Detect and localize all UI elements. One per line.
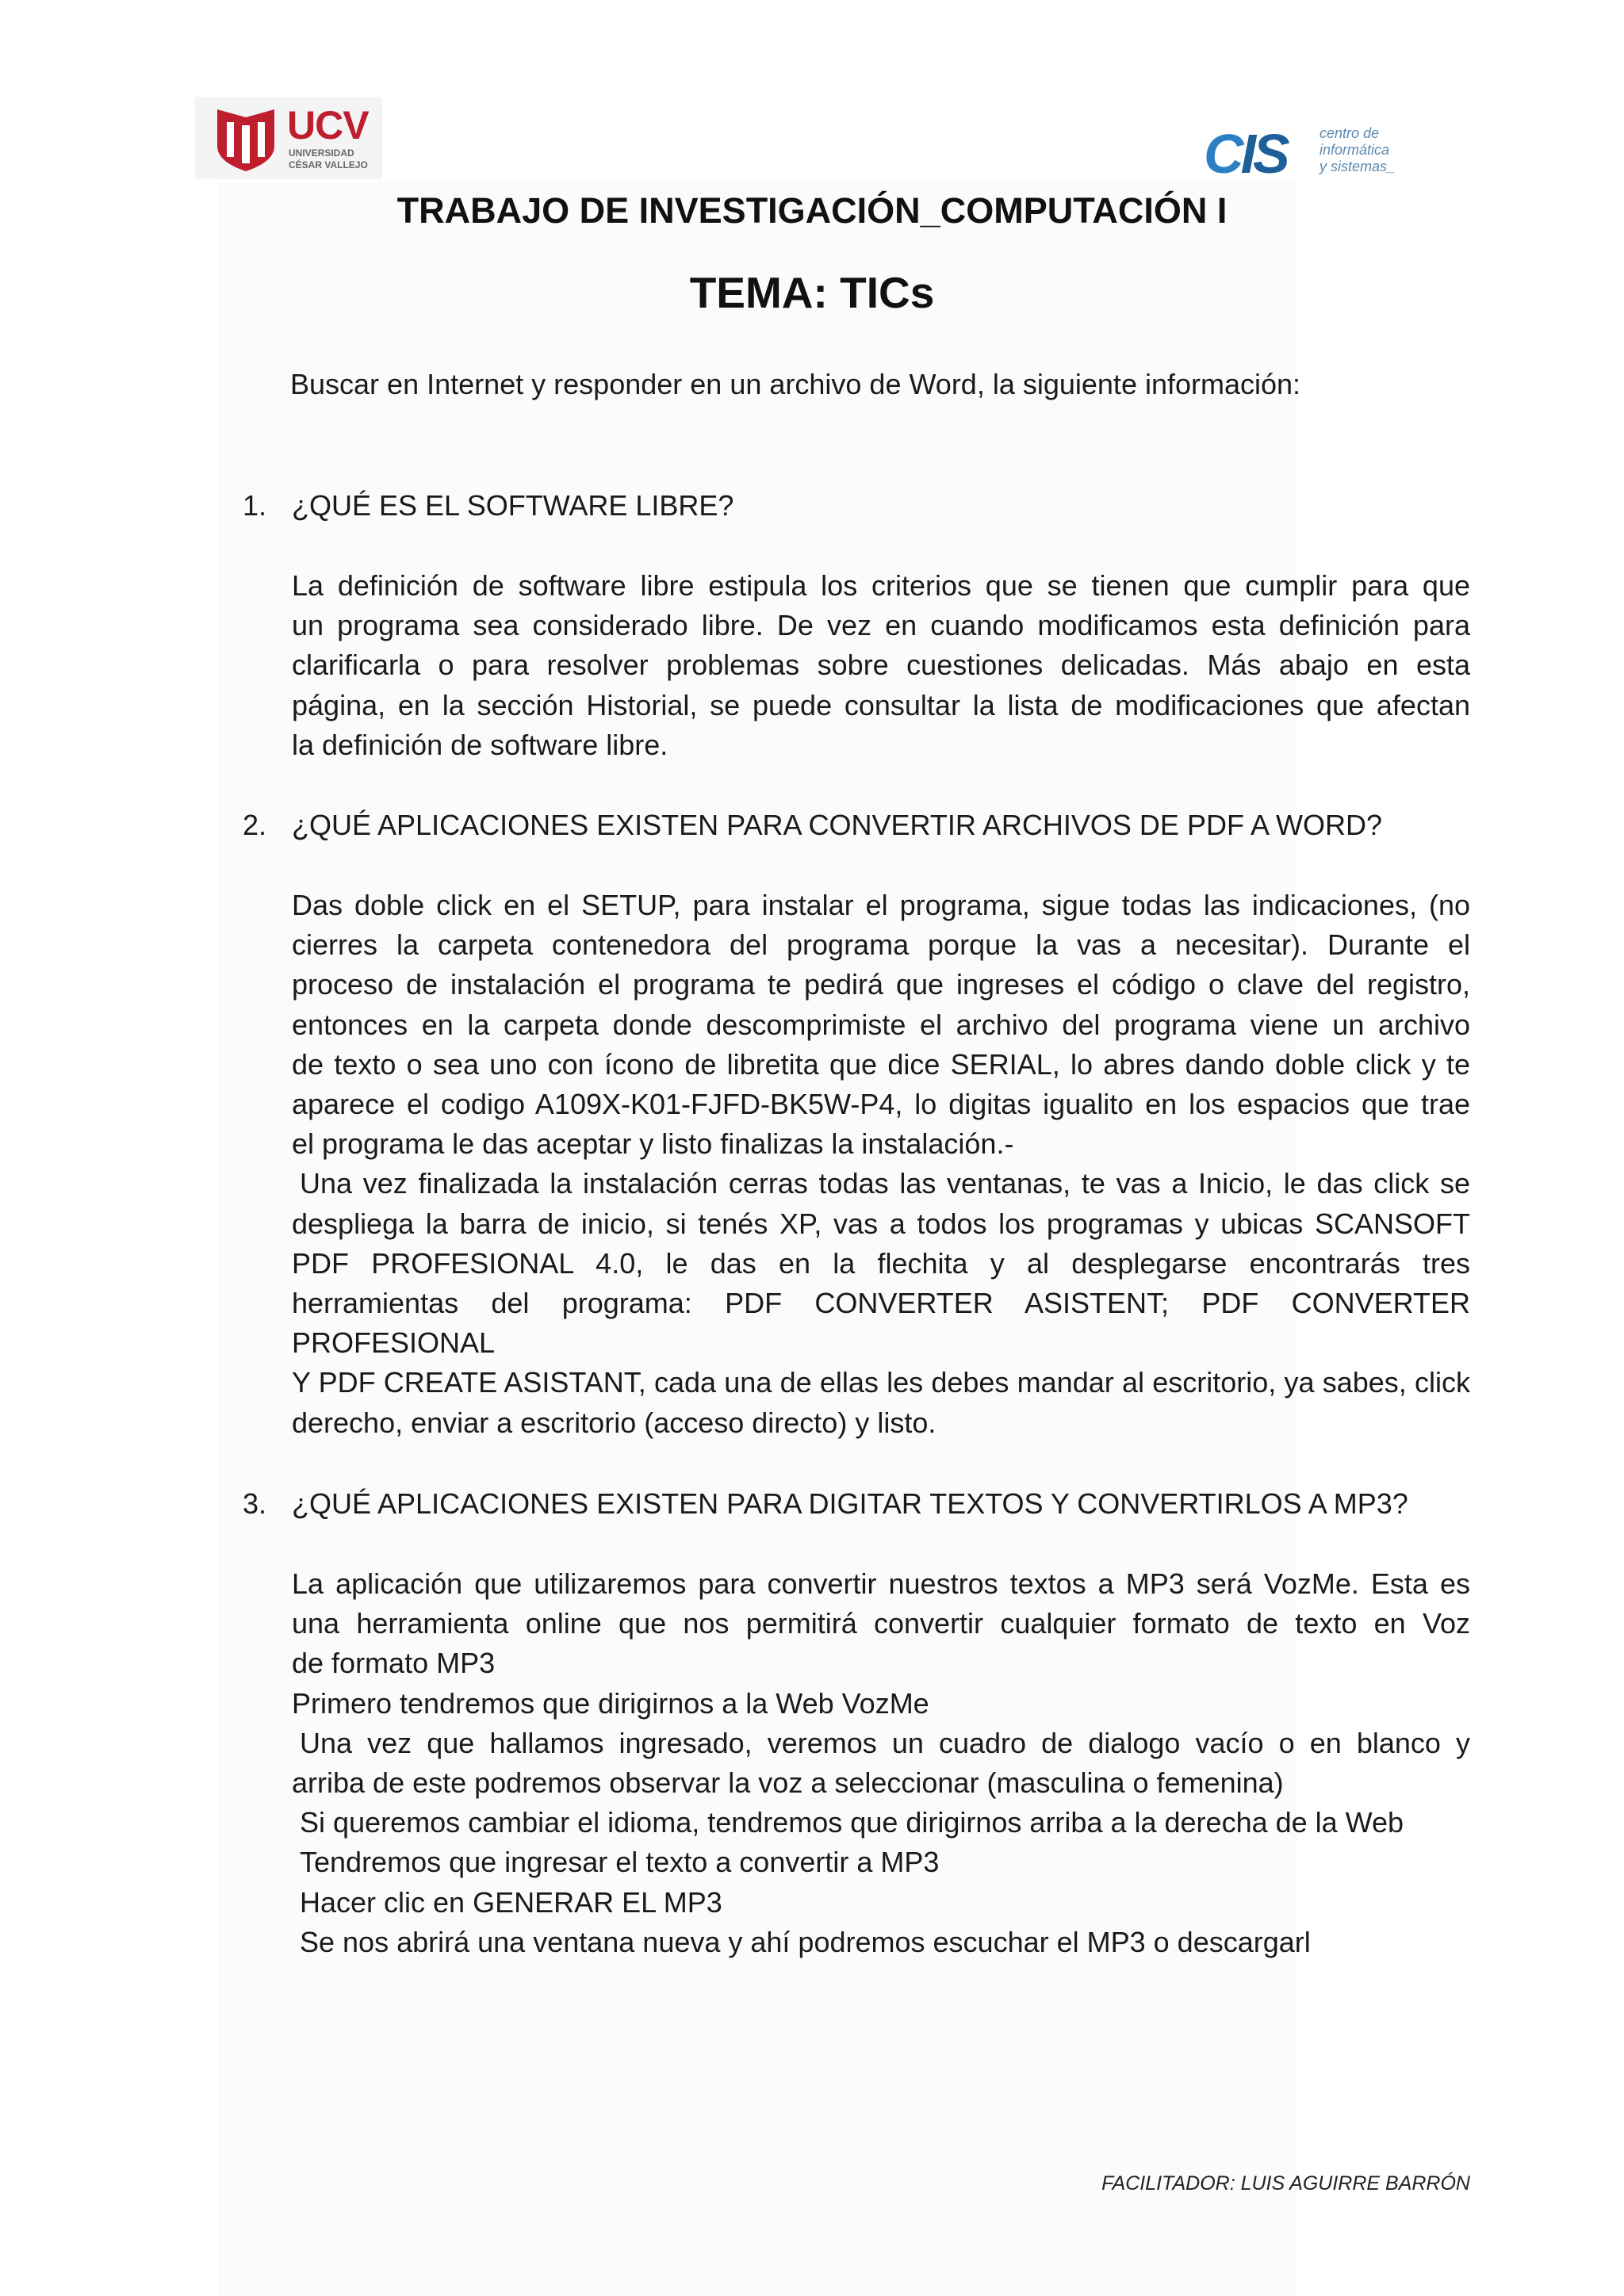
question-2-heading: ¿QUÉ APLICACIONES EXISTEN PARA CONVERTIR ARCHIVOS DE PDF A WORD? — [292, 809, 1382, 841]
question-1-heading: ¿QUÉ ES EL SOFTWARE LIBRE? — [292, 489, 734, 522]
document-title: TRABAJO DE INVESTIGACIÓN_COMPUTACIÓN I — [396, 190, 1228, 231]
question-3-number: 3. — [243, 1487, 267, 1520]
answer-2 — [292, 886, 1470, 1443]
answer-1 — [292, 566, 1470, 765]
facilitator-footer: FACILITADOR: LUIS AGUIRRE BARRÓN — [1101, 2172, 1470, 2195]
intro-text: Buscar en Internet y responder en un archivo de Word, la siguiente información: — [290, 368, 1301, 400]
cis-tagline-line: informática — [1320, 142, 1390, 158]
answer-line: página, en la sección Historial, se puede consultar la lista de modificaciones que afectan — [292, 688, 1470, 721]
answer-line: despliega la barra de inicio, si tenés XP, vas a todos los programas y ubicas SCANSOFT — [292, 1207, 1470, 1240]
answer-line: el programa le das aceptar y listo finalizas la instalación.- — [292, 1127, 1014, 1161]
ucv-brand-text: UCV — [287, 103, 369, 147]
answer-line: Y PDF CREATE ASISTANT, cada una de ellas les debes mandar al escritorio, ya sabes, click — [292, 1366, 1470, 1399]
answer-line: clarificarla o para resolver problemas sobre cuestiones delicadas. Más abajo en esta — [292, 649, 1470, 682]
answer-line: la definición de software libre. — [292, 728, 668, 761]
document-subtitle: TEMA: TICs — [689, 268, 935, 317]
question-1-number: 1. — [243, 489, 267, 522]
ucv-subtitle-line: CÉSAR VALLEJO — [289, 159, 368, 170]
answer-line: PDF PROFESIONAL 4.0, le das en la flechita y al desplegarse encontrarás tres — [292, 1246, 1470, 1280]
cis-tagline-line: centro de — [1320, 125, 1380, 141]
answer-line: Una vez finalizada la instalación cerras todas las ventanas, te vas a Inicio, le das click se — [300, 1167, 1470, 1200]
answer-line: arriba de este podremos observar la voz a seleccionar (masculina o femenina) — [292, 1766, 1284, 1800]
ucv-logo — [195, 97, 382, 179]
answer-line: herramientas del programa: PDF CONVERTER ASISTENT; PDF CONVERTER PROFESIONAL — [292, 1287, 1470, 1360]
answer-line: proceso de instalación el programa te pedirá que ingreses el código o clave del registro, — [292, 968, 1470, 1001]
answer-line: La definición de software libre estipula los criterios que se tienen que cumplir para que — [292, 569, 1470, 602]
cis-tagline-line: y sistemas_ — [1320, 159, 1396, 174]
answer-line: Si queremos cambiar el idioma, tendremos que dirigirnos arriba a la derecha de la Web — [300, 1806, 1404, 1839]
answer-3 — [292, 1564, 1470, 1962]
cis-mark — [1204, 123, 1287, 185]
cis-mark-is: IS — [1240, 123, 1287, 185]
answer-line: aparece el codigo A109X-K01-FJFD-BK5W-P4, lo digitas igualito en los espacios que trae — [292, 1088, 1470, 1121]
question-3-heading: ¿QUÉ APLICACIONES EXISTEN PARA DIGITAR TEXTOS Y CONVERTIRLOS A MP3? — [292, 1487, 1408, 1520]
answer-line: La aplicación que utilizaremos para convertir nuestros textos a MP3 será VozMe. Esta es — [292, 1567, 1470, 1600]
answer-line: Das doble click en el SETUP, para instalar el programa, sigue todas las indicaciones, (no — [292, 889, 1470, 921]
answer-line: de formato MP3 — [292, 1647, 496, 1680]
question-2-number: 2. — [243, 809, 267, 841]
answer-line: Hacer clic en GENERAR EL MP3 — [300, 1885, 722, 1919]
answer-line: de texto o sea uno con ícono de libretita que dice SERIAL, lo abres dando doble click y te — [292, 1047, 1470, 1081]
answer-line: Una vez que hallamos ingresado, veremos un cuadro de dialogo vacío o en blanco y — [300, 1726, 1470, 1759]
answer-line: una herramienta online que nos permitirá convertir cualquier formato de texto en Voz — [292, 1607, 1470, 1640]
answer-line: Tendremos que ingresar el texto a convertir a MP3 — [300, 1846, 940, 1879]
answer-line: cierres la carpeta contenedora del programa porque la vas a necesitar). Durante el — [292, 928, 1470, 962]
cis-tagline — [1320, 125, 1395, 175]
answer-line: Se nos abrirá una ventana nueva y ahí podremos escuchar el MP3 o descargarl — [300, 1925, 1311, 1958]
answer-line: entonces en la carpeta donde descomprimiste el archivo del programa viene un archivo — [292, 1008, 1470, 1041]
ucv-subtitle — [289, 147, 381, 171]
answer-line: derecho, enviar a escritorio (acceso directo) y listo. — [292, 1406, 936, 1439]
cis-mark-c: C — [1204, 123, 1241, 185]
ucv-subtitle-line: UNIVERSIDAD — [289, 147, 354, 159]
ucv-shield-icon — [214, 105, 278, 173]
answer-line: Primero tendremos que dirigirnos a la Web VozMe — [292, 1686, 929, 1720]
answer-line: un programa sea considerado libre. De vez en cuando modificamos esta definición para — [292, 609, 1470, 642]
cis-logo — [1204, 121, 1404, 192]
